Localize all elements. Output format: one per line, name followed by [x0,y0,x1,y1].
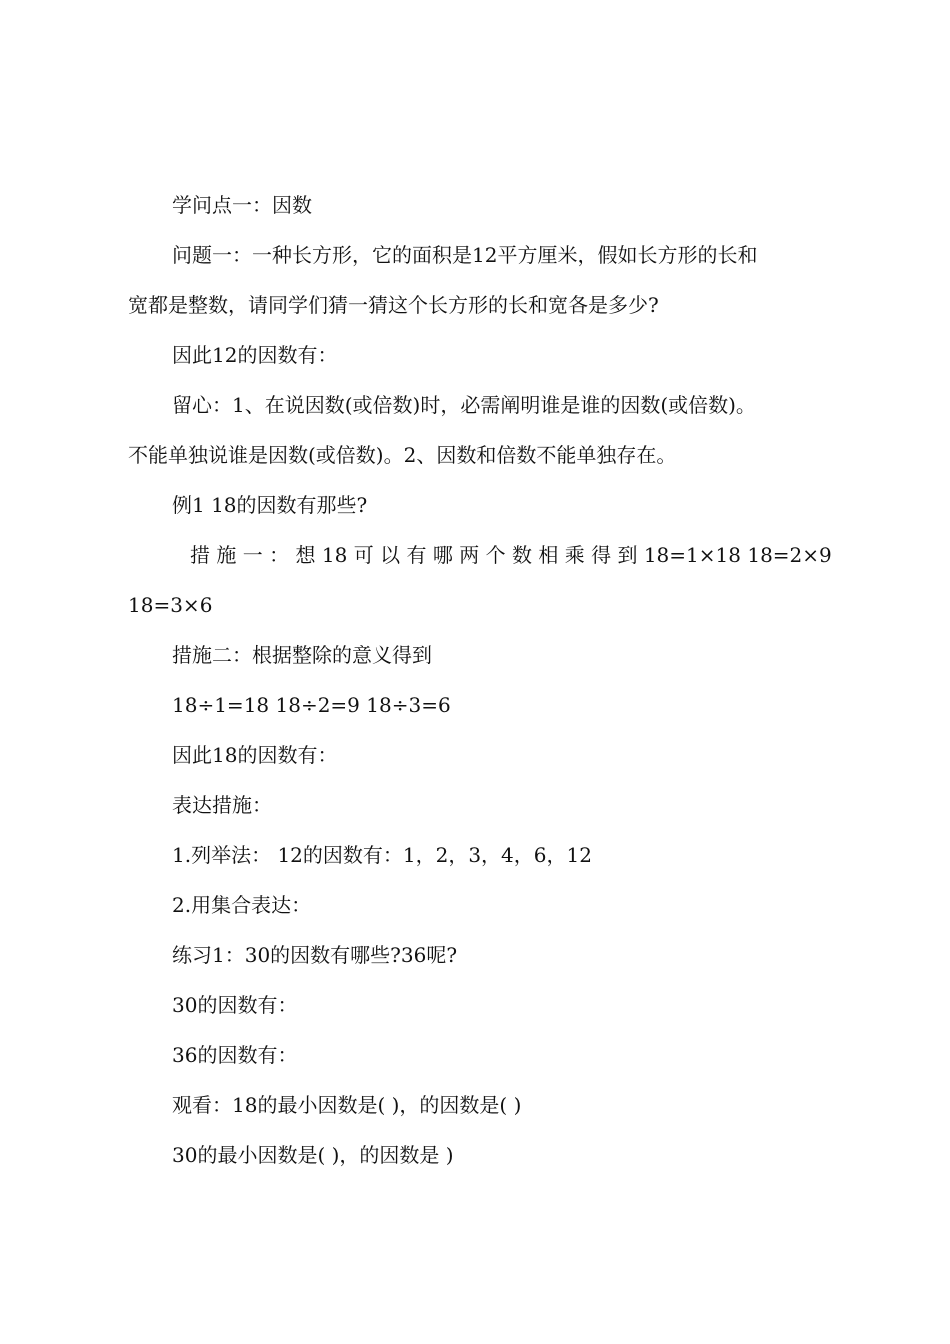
factors-36-prompt: 36的因数有： [172,1043,298,1067]
factors-30-prompt: 30的因数有： [172,993,298,1017]
method-1-part: 数 [511,543,532,567]
listing-method: 1.列举法： 12的因数有：1，2，3，4，6，12 [172,843,592,867]
method-1-part: 相 [538,543,559,567]
observe-line-2: 30的最小因数是( )，的因数是 ) [172,1143,454,1167]
expression-methods: 表达措施： [172,793,272,817]
observe-line: 观看：18的最小因数是( )，的因数是( ) [172,1093,522,1117]
problem-text-line-1: 问题一：一种长方形，它的面积是12平方厘米，假如长方形的长和 [172,243,758,267]
method-1-part: ： [269,543,290,567]
factors-12-prompt: 因此12的因数有： [172,343,338,367]
practice-1: 练习1：30的因数有哪些?36呢? [172,943,458,967]
method-1-part: 可 [353,543,374,567]
method-1-part: 18=1×18 [643,543,741,567]
method-1-part: 哪 [432,543,453,567]
method-2: 措施二：根据整除的意义得到 [172,643,432,667]
problem-text-line-2: 宽都是整数，请同学们猜一猜这个长方形的长和宽各是多少? [128,293,659,317]
method-1-part: 以 [380,543,401,567]
section-heading: 学问点一：因数 [172,193,312,217]
method-1-part: 18=2×9 [747,543,832,567]
method-1-part: 有 [406,543,427,567]
note-line-2: 不能单独说谁是因数(或倍数)。2、因数和倍数不能单独存在。 [128,443,677,467]
factors-18-prompt: 因此18的因数有： [172,743,338,767]
method-1-part: 得 [591,543,612,567]
note-line-1: 留心：1、在说因数(或倍数)时，必需阐明谁是谁的因数(或倍数)。 [172,393,756,417]
method-1-part: 措 [190,543,210,567]
method-1-part: 一 [242,543,263,567]
method-1-part: 施 [216,543,237,567]
method-1-continuation: 18=3×6 [128,593,213,617]
method-1-part: 个 [485,543,506,567]
method-1-part: 乘 [564,543,585,567]
example-1: 例1 18的因数有那些? [172,493,368,517]
method-1-part: 18 [321,543,348,567]
set-method: 2.用集合表达： [172,893,312,917]
method-1-part: 两 [459,543,480,567]
division-line: 18÷1=18 18÷2=9 18÷3=6 [172,693,451,717]
method-1-part: 想 [295,543,316,567]
method-1-line [190,541,832,569]
method-1-part: 到 [617,543,638,567]
